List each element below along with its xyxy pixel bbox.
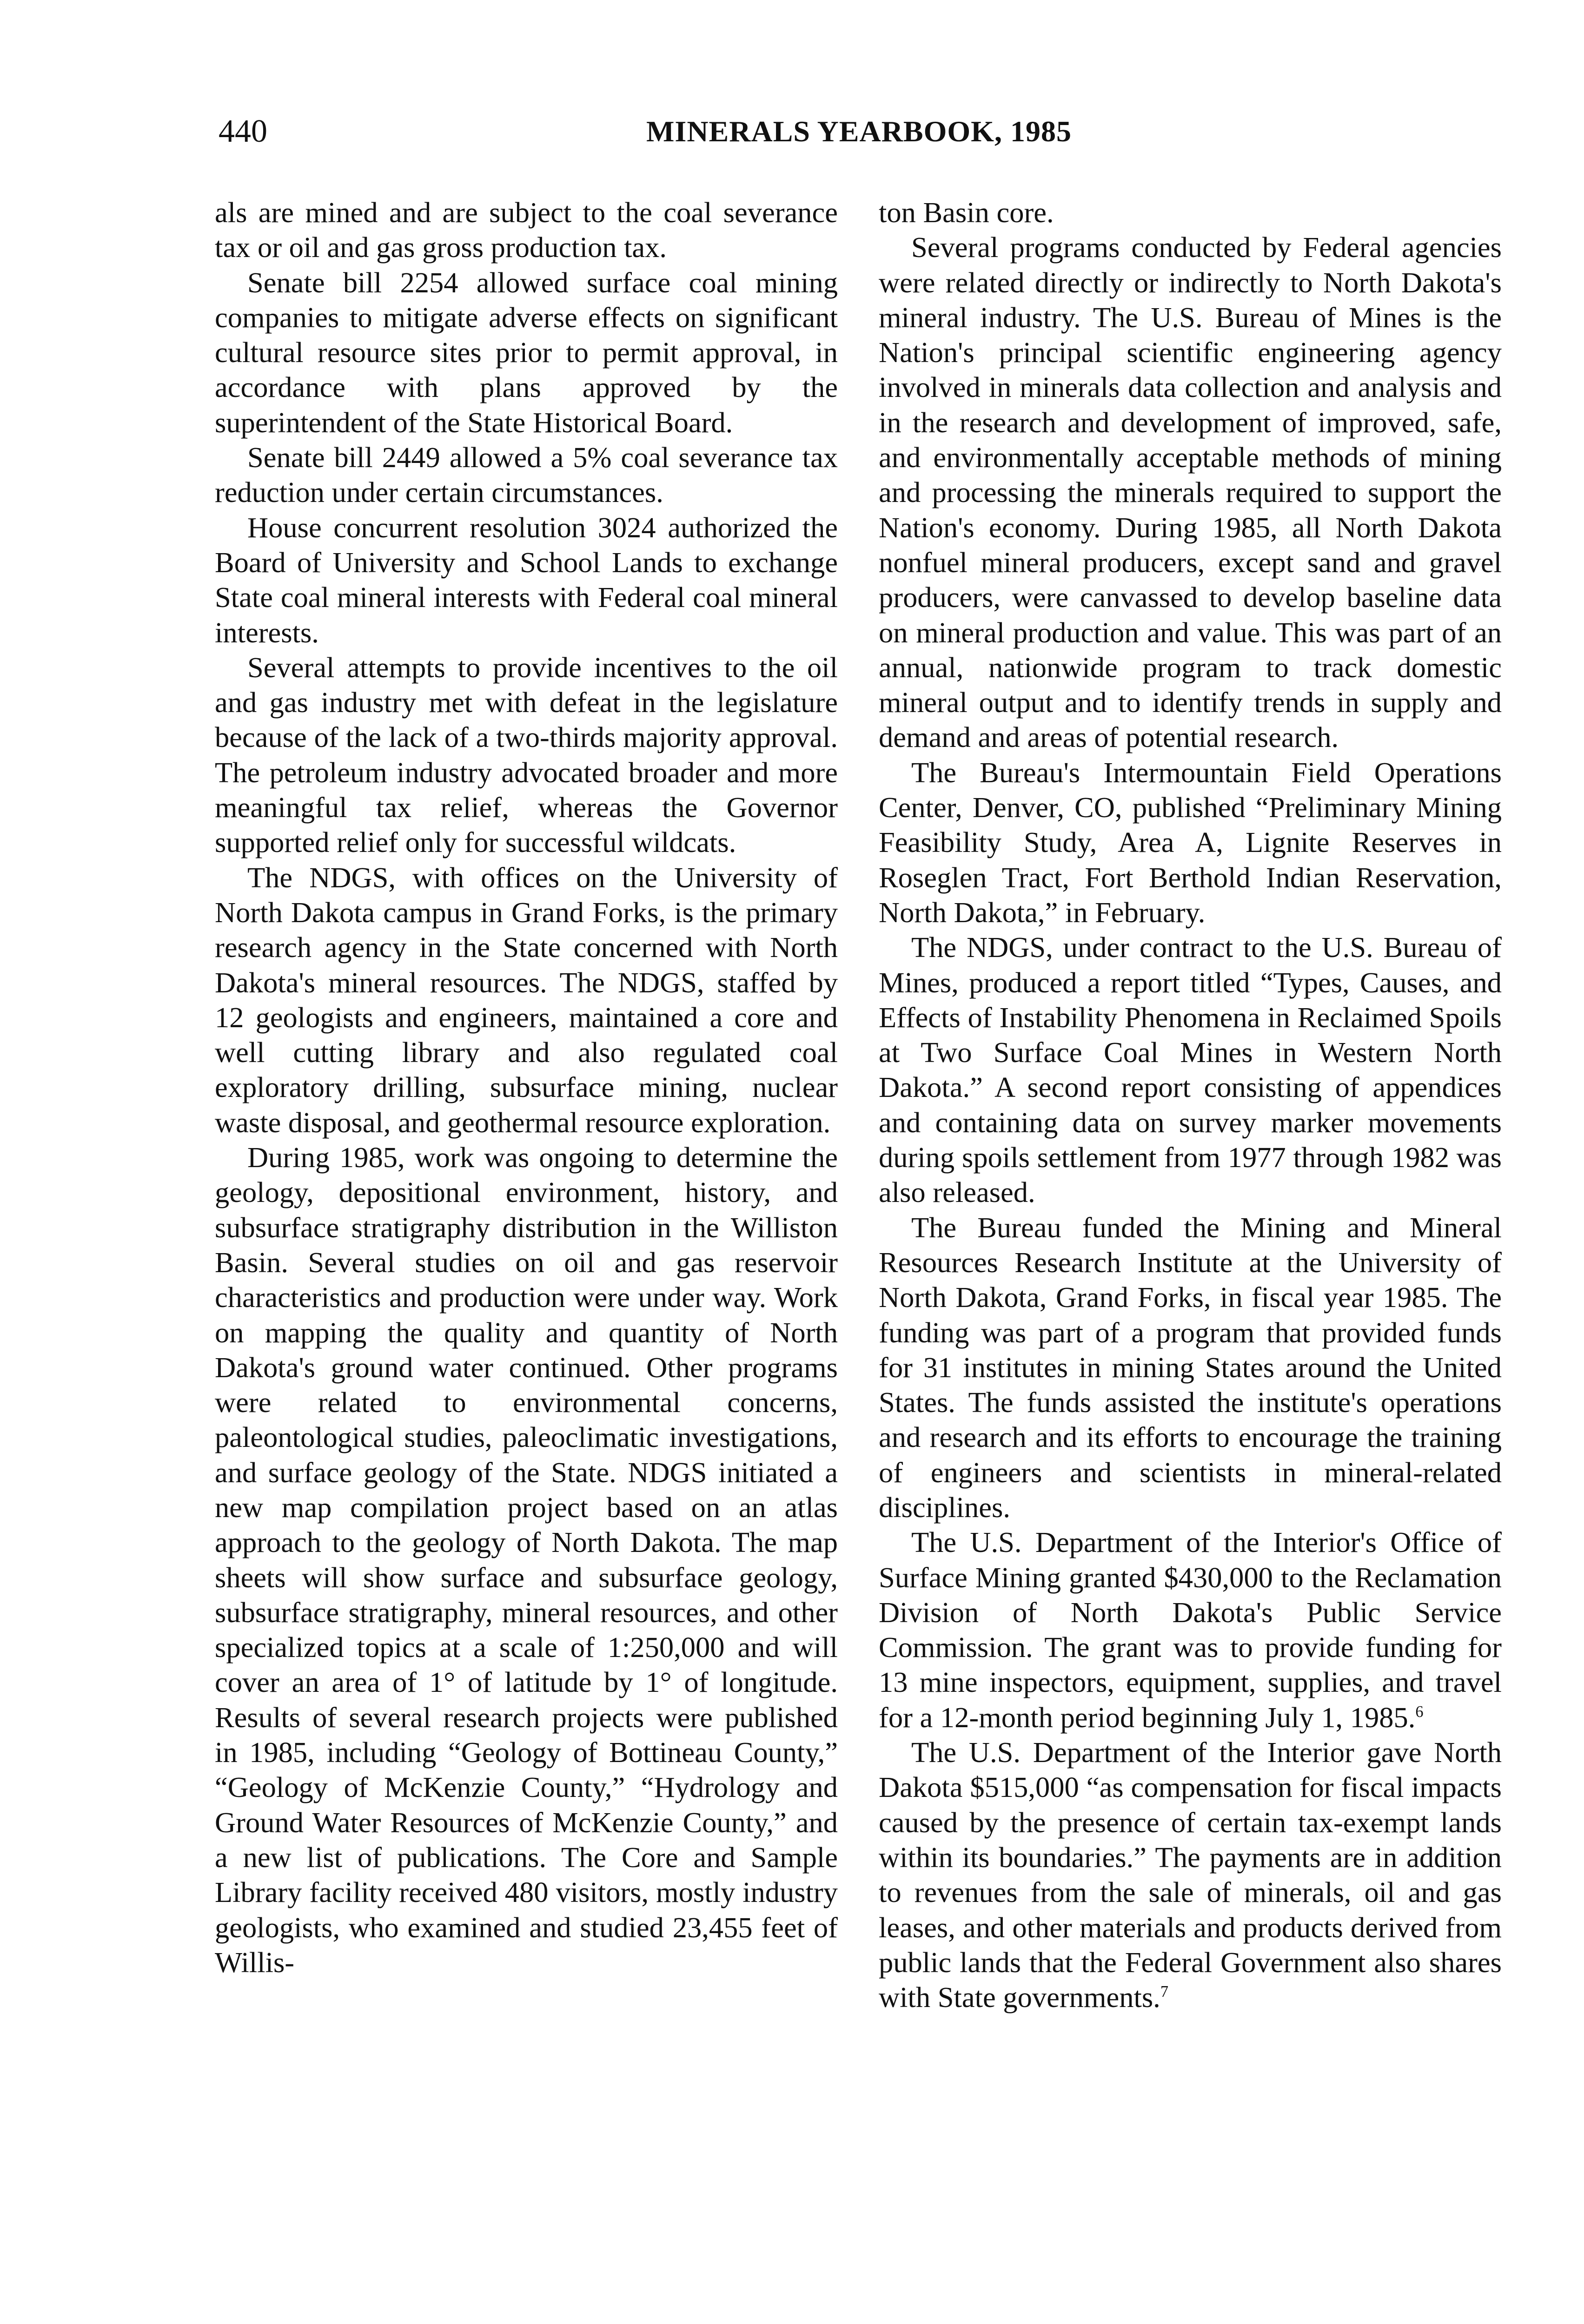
paragraph: Senate bill 2449 allowed a 5% coal severance tax reduction under certain circumstances. [215,441,838,509]
paragraph: The Bureau's Intermountain Field Operations Center, Denver, CO, published “Preliminary Mining Feasibility Study, Area A, Lignite Reserves in Roseglen Tract, Fort Berthold Indian Reservation, North Dakota,” in February. [879,756,1502,929]
paragraph: Several attempts to provide incentives to the oil and gas industry met with defeat in the legislature because of the lack of a two-thirds majority approval. The petroleum industry advocated broader and more meaningful tax relief, whereas the Governor supported relief only for successful wildcats. [215,651,838,859]
paragraph: During 1985, work was ongoing to determine the geology, depositional environment, history, and subsurface stratigraphy distribution in the Williston Basin. Several studies on oil and gas reservoir characteristics and production were under way. Work on mapping the quality and quantity of North Dakota's ground water continued. Other programs were related to environmental concerns, paleontological studies, paleoclimatic investigations, and surface geology of the State. NDGS initiated a new map compilation project based on an atlas approach to the geology of North Dakota. The map sheets will show surface and subsurface geology, subsurface stratigraphy, mineral resources, and other specialized topics at a scale of 1:250,000 and will cover an area of 1° of latitude by 1° of longitude. Results of several research projects were published in 1985, including “Geology of Bottineau County,” “Geology of McKenzie County,” “Hydrology and Ground Water Resources of McKenzie County,” and a new list of publications. The Core and Sample Library facility received 480 visitors, mostly industry geologists, who examined and studied 23,455 feet of Willis- [215,1141,838,1979]
paragraph: House concurrent resolution 3024 authorized the Board of University and School Lands to exchange State coal mineral interests with Federal coal mineral interests. [215,511,838,649]
paragraph: als are mined and are subject to the coal severance tax or oil and gas gross production tax. [215,196,838,264]
paragraph: Senate bill 2254 allowed surface coal mining companies to mitigate adverse effects on significant cultural resource sites prior to permit approval, in accordance with plans approved by the superintendent of the State Historical Board. [215,266,838,439]
paragraph: The NDGS, with offices on the University of North Dakota campus in Grand Forks, is the primary research agency in the State concerned with North Dakota's mineral resources. The NDGS, staffed by 12 geologists and engineers, maintained a core and well cutting library and also regulated coal exploratory drilling, subsurface mining, nuclear waste disposal, and geothermal resource exploration. [215,861,838,1139]
paragraph-text: The U.S. Department of the Interior gave North Dakota $515,000 “as compensation for fiscal impacts caused by the presence of certain tax-exempt lands within its boundaries.” The payments are in addition to revenues from the sale of minerals, oil and gas leases, and other materials and products derived from public lands that the Federal Government also shares with State governments. [879,1736,1502,2014]
paragraph: The NDGS, under contract to the U.S. Bureau of Mines, produced a report titled “Types, Causes, and Effects of Instability Phenomena in Reclaimed Spoils at Two Surface Coal Mines in Western North Dakota.” A second report consisting of appendices and containing data on survey marker movements during spoils settlement from 1977 through 1982 was also released. [879,931,1502,1209]
paragraph: ton Basin core. [879,196,1054,229]
page-number: 440 [219,113,267,149]
paragraph: Several programs conducted by Federal agencies were related directly or indirectly to North Dakota's mineral industry. The U.S. Bureau of Mines is the Nation's principal scientific engineering agency involved in minerals data collection and analysis and in the research and development of improved, safe, and environmentally acceptable methods of mining and processing the minerals required to support the Nation's economy. During 1985, all North Dakota nonfuel mineral producers, except sand and gravel producers, were canvassed to develop baseline data on mineral production and value. This was part of an annual, nationwide program to track domestic mineral output and to identify trends in supply and demand and areas of potential research. [879,231,1502,754]
paragraph [879,1525,1502,1735]
left-column [215,195,838,1980]
right-column [879,195,1502,2015]
running-title: MINERALS YEARBOOK, 1985 [646,115,1072,148]
footnote-ref-6[interactable]: 6 [1415,1703,1424,1721]
paragraph-text: The U.S. Department of the Interior's Office of Surface Mining granted $430,000 to the Reclamation Division of North Dakota's Public Service Commission. The grant was to provide funding for 13 mine inspectors, equipment, supplies, and travel for a 12-month period beginning July 1, 1985. [879,1526,1502,1734]
footnote-ref-7[interactable]: 7 [1160,1983,1168,2001]
paragraph [879,1735,1502,2015]
paragraph: The Bureau funded the Mining and Mineral Resources Research Institute at the University of North Dakota, Grand Forks, in fiscal year 1985. The funding was part of a program that provided funds for 31 institutes in mining States around the United States. The funds assisted the institute's operations and research and its efforts to encourage the training of engineers and scientists in mineral-related disciplines. [879,1211,1502,1524]
